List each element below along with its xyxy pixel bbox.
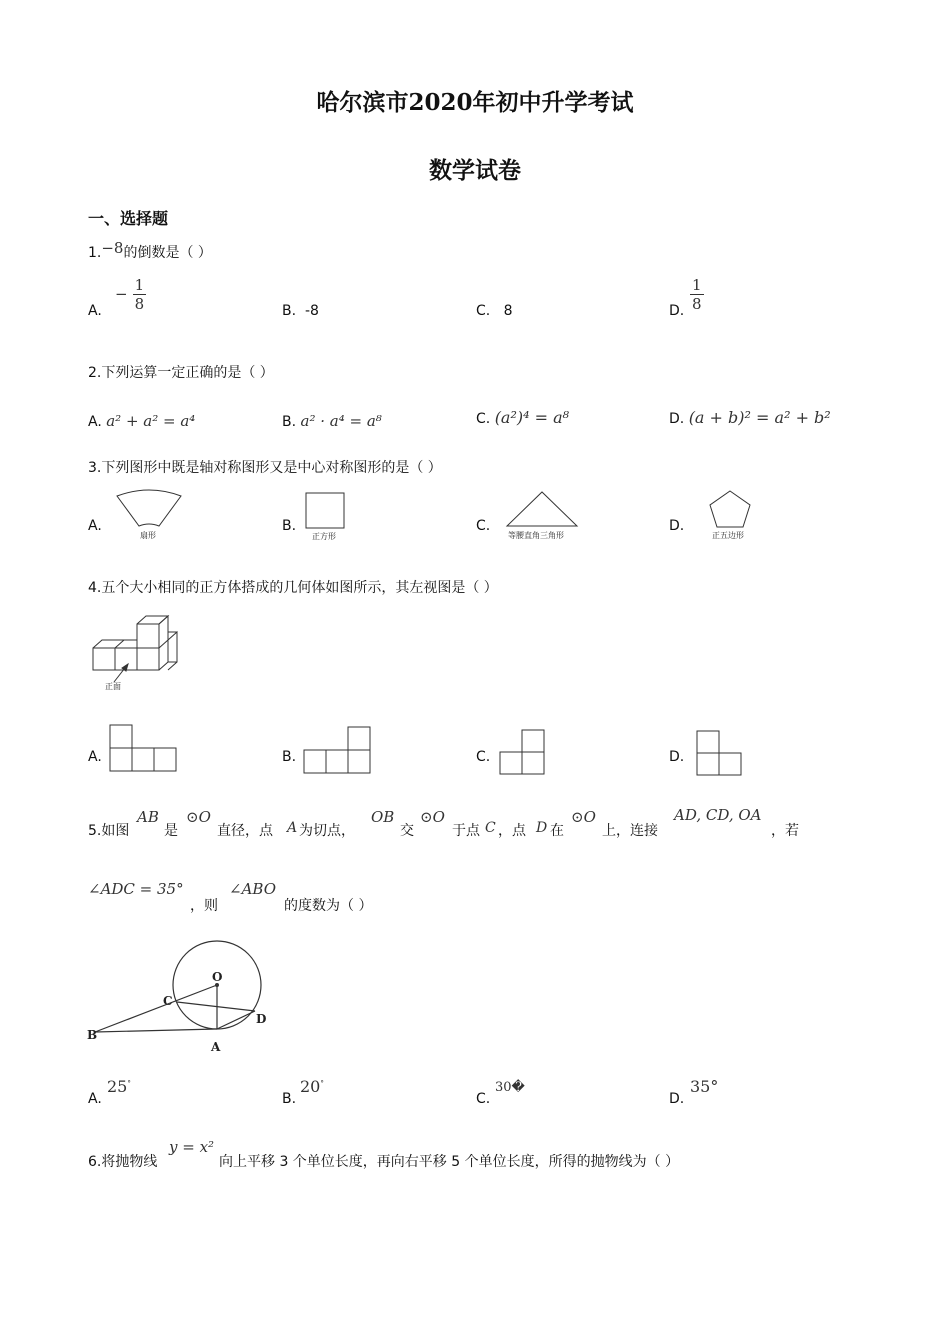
question-2: 2.下列运算一定正确的是（ ） — [88, 365, 274, 381]
math-expression: ∠ABO — [229, 880, 276, 898]
point-label-o: O — [212, 970, 223, 984]
figure-caption: 等腰直角三角形 — [508, 531, 564, 540]
circle-tangent-figure — [85, 945, 285, 1055]
point-label-b: B — [87, 1028, 98, 1042]
math-expression: y = x² — [169, 1138, 215, 1156]
section-title: 一、选择题 — [88, 209, 169, 228]
option-value: -8 — [304, 303, 319, 319]
option-d[interactable]: D. — [669, 1091, 685, 1107]
value-number: 20 — [300, 1077, 321, 1096]
fraction — [690, 276, 704, 313]
option-value — [107, 1077, 131, 1096]
question-text: ，则 — [190, 898, 218, 914]
page-subtitle: 数学试卷 — [429, 157, 521, 184]
option-c[interactable] — [476, 303, 513, 319]
option-c[interactable]: C. — [476, 518, 491, 534]
question-1 — [88, 239, 212, 262]
question-text: 的度数为（ ） — [284, 898, 373, 914]
point-label-c: C — [163, 994, 173, 1008]
question-text: 在 — [550, 823, 564, 839]
question-text: 直径，点 — [217, 823, 273, 839]
math-expression: C — [485, 820, 496, 836]
minus-sign: − — [115, 285, 128, 303]
degree-unit: ° — [127, 1079, 131, 1088]
question-text: 交 — [400, 823, 414, 839]
option-label: C. — [476, 303, 491, 319]
option-c[interactable]: C. — [476, 1091, 491, 1107]
option-d[interactable]: D. — [669, 518, 685, 534]
view-option-c — [499, 729, 549, 779]
math-expression: A — [287, 820, 298, 836]
figure-caption: 正五边形 — [712, 531, 744, 540]
option-d[interactable] — [669, 408, 831, 427]
math-expression: ⊙O — [420, 808, 445, 826]
option-a[interactable]: A. — [88, 749, 102, 765]
view-option-b — [303, 726, 373, 776]
option-label: A. — [88, 414, 102, 430]
option-value: 8 — [503, 303, 513, 319]
question-text: 的倒数是（ ） — [123, 245, 212, 261]
option-b[interactable] — [282, 412, 382, 430]
math-expression: D — [536, 820, 548, 836]
value-number: 25 — [107, 1077, 128, 1096]
question-text: ，若 — [771, 823, 799, 839]
option-value: 35° — [690, 1077, 719, 1096]
cube-stack-figure — [88, 610, 188, 695]
question-3: 3.下列图形中既是轴对称图形又是中心对称图形的是（ ） — [88, 460, 442, 476]
question-4: 4.五个大小相同的正方体搭成的几何体如图所示，其左视图是（ ） — [88, 580, 498, 596]
question-text: 于点 — [452, 823, 480, 839]
figure-caption: 正方形 — [312, 532, 336, 541]
math-expression: −8 — [101, 239, 124, 257]
page-title: 哈尔滨市2020年初中升学考试 — [316, 89, 634, 116]
option-c[interactable]: C. — [476, 749, 491, 765]
sector-figure — [115, 490, 185, 530]
figure-caption: 正面 — [105, 682, 121, 691]
denominator: 8 — [134, 295, 145, 313]
option-b[interactable]: B. — [282, 749, 297, 765]
option-d[interactable]: D. — [669, 749, 685, 765]
option-c[interactable] — [476, 408, 569, 427]
question-6: 6.将抛物线 — [88, 1154, 158, 1170]
option-value — [300, 1077, 324, 1096]
view-option-d — [696, 730, 746, 780]
math-expression: a² · a⁴ = a⁸ — [300, 412, 382, 430]
math-expression: (a + b)² = a² + b² — [688, 408, 831, 427]
math-expression: (a²)⁴ = a⁸ — [494, 408, 570, 427]
question-text: ，点 — [498, 823, 526, 839]
option-label: B. — [282, 303, 297, 319]
math-expression: ⊙O — [186, 808, 211, 826]
fraction — [133, 276, 147, 313]
figure-caption: 扇形 — [140, 531, 156, 540]
math-expression: ∠ADC = 35° — [88, 880, 184, 898]
question-5-line-1: 5.如图 — [88, 823, 130, 839]
view-option-a — [109, 724, 179, 774]
isosceles-right-triangle-figure — [505, 490, 579, 528]
option-label: C. — [476, 411, 491, 427]
degree-unit: ° — [320, 1079, 324, 1088]
option-b[interactable] — [282, 303, 319, 319]
point-label-d: D — [256, 1012, 267, 1026]
option-value: 30� — [495, 1080, 525, 1095]
option-label: B. — [282, 414, 297, 430]
regular-pentagon-figure — [708, 489, 754, 529]
question-text: 是 — [164, 823, 178, 839]
math-expression: AD, CD, OA — [674, 806, 762, 824]
math-expression: OB — [371, 808, 395, 826]
option-a[interactable]: A. — [88, 1091, 102, 1107]
question-text: 为切点， — [299, 823, 355, 839]
denominator: 8 — [692, 295, 702, 313]
math-expression: ⊙O — [571, 808, 596, 826]
option-a[interactable] — [88, 412, 195, 430]
question-text: 上，连接 — [602, 823, 658, 839]
option-b[interactable]: B. — [282, 518, 297, 534]
fraction-negative — [115, 276, 146, 313]
option-d[interactable]: D. — [669, 303, 685, 319]
question-text: 向上平移 3 个单位长度，再向右平移 5 个单位长度，所得的抛物线为（ ） — [219, 1154, 680, 1170]
option-label: D. — [669, 411, 685, 427]
point-label-a: A — [211, 1040, 221, 1054]
option-a[interactable]: A. — [88, 518, 102, 534]
numerator: 1 — [692, 276, 702, 294]
option-b[interactable]: B. — [282, 1091, 297, 1107]
option-a[interactable]: A. — [88, 303, 102, 319]
numerator: 1 — [134, 276, 145, 294]
math-expression: AB — [137, 808, 159, 826]
question-number: 1. — [88, 245, 102, 261]
math-expression: a² + a² = a⁴ — [106, 412, 196, 430]
square-figure — [305, 492, 347, 530]
